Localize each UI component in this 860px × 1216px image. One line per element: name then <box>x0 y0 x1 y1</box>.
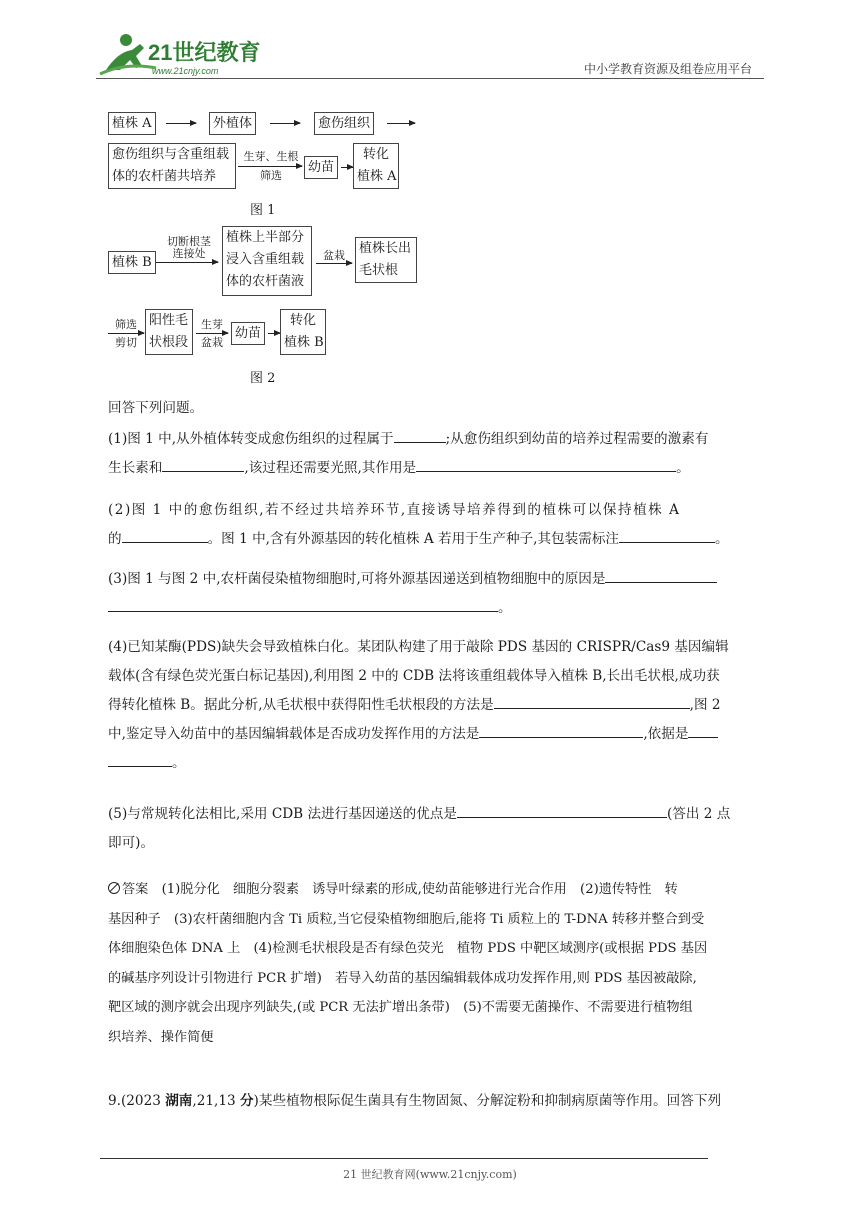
fig2-trans-line1: 转化 <box>289 313 316 328</box>
fig1-trans-line2: 植株 A <box>357 169 397 184</box>
platform-name: 中小学教育资源及组卷应用平台 <box>583 62 752 76</box>
site-logo <box>96 30 266 82</box>
fig2-box-seedling: 幼苗 <box>231 322 265 345</box>
question-3 <box>108 565 760 623</box>
q2-text-d: 。 <box>715 531 729 547</box>
fig2-box-plant-b: 植株 B <box>108 251 156 274</box>
q1-blank-2[interactable] <box>162 457 244 472</box>
question-4 <box>108 633 760 778</box>
question-1 <box>108 425 760 483</box>
fig2-soak-line3: 体的农杆菌液 <box>226 274 305 289</box>
q3-blank-1b[interactable] <box>108 597 498 612</box>
intro-text: 回答下列问题。 <box>108 400 204 416</box>
q2-blank-1[interactable] <box>122 528 208 543</box>
q5-text-c: 即可)。 <box>108 835 155 851</box>
q4-text-f: ,依据是 <box>643 726 689 742</box>
fig2-arrow-5 <box>268 333 280 334</box>
fig1-arrow-4 <box>238 166 302 167</box>
footer-text: 21 世纪教育网(www.21cnjy.com) <box>343 1168 517 1181</box>
fig2-arrow-1 <box>156 262 218 263</box>
q4-blank-2[interactable] <box>479 723 643 738</box>
fig1-box-plant-a: 植株 A <box>108 112 156 135</box>
fig2-arrow1-label-2: 连接处 <box>172 247 206 260</box>
logo-url: www.21cnjy.com <box>152 66 219 76</box>
fig2-box-hairy-root <box>355 237 417 283</box>
q9-mid: ,21,13 <box>192 1093 240 1109</box>
q3-blank-1a[interactable] <box>605 568 717 583</box>
fig1-arrow4-label-bottom: 筛选 <box>260 169 282 182</box>
q2-text-a: (2)图 1 中的愈伤组织,若不经过共培养环节,直接诱导培养得到的植株可以保持植株 A <box>108 502 681 518</box>
runner-logo-icon <box>96 30 266 82</box>
answer-line-2: 基因种子 (3)农杆菌细胞内含 Ti 质粒,当它侵染植物细胞后,能将 Ti 质粒上的 T-DNA 转移并整合到受 <box>108 911 705 927</box>
answer-line-3: 体细胞染色体 DNA 上 (4)检测毛状根段是否有绿色荧光 植物 PDS 中靶区域测序(或根据 PDS 基因 <box>108 941 708 956</box>
footer-divider <box>100 1158 708 1159</box>
q1-blank-3[interactable] <box>416 457 676 472</box>
fig1-arrow-5 <box>341 167 353 168</box>
fig1-trans-line1: 转化 <box>362 147 389 162</box>
fig1-caption: 图 1 <box>250 203 276 218</box>
fig1-arrow4-label-top: 生芽、生根 <box>243 150 299 163</box>
fig2-box-transformed-b <box>280 309 326 355</box>
logo-wordmark: 21世纪教育 <box>148 40 261 65</box>
answer-label: 答案 <box>122 882 149 897</box>
fig2-soak-line2: 浸入含重组载 <box>226 252 305 267</box>
question-9 <box>108 1087 760 1116</box>
q1-text-e: 。 <box>676 460 690 476</box>
fig1-cocult-line1: 愈伤组织与含重组载 <box>112 147 230 162</box>
q1-blank-1[interactable] <box>394 428 446 443</box>
q9-text: )某些植物根际促生菌具有生物固氮、分解淀粉和抑制病原菌等作用。回答下列 <box>253 1093 722 1109</box>
answer-block <box>108 875 760 1052</box>
fig2-caption: 图 2 <box>250 371 276 386</box>
q4-text-g: 。 <box>172 755 186 771</box>
q5-blank-1[interactable] <box>457 803 667 818</box>
q5-text-b: (答出 2 点 <box>666 806 731 822</box>
answer-line-4: 的碱基序列设计引物进行 PCR 扩增) 若导入幼苗的基因编辑载体成功发挥作用,则 PDS 基因被敲除, <box>108 970 697 986</box>
q3-text-a: (3)图 1 与图 2 中,农杆菌侵染植物细胞时,可将外源基因递送到植物细胞中的原因是 <box>108 571 606 587</box>
q4-blank-3a[interactable] <box>688 723 718 738</box>
fig2-arrow2-label: 盆栽 <box>323 249 345 262</box>
q5-text-a: (5)与常规转化法相比,采用 CDB 法进行基因递送的优点是 <box>108 806 457 822</box>
fig1-cocult-line2: 体的农杆菌共培养 <box>112 169 217 184</box>
q4-text-a: (4)已知某酶(PDS)缺失会导致植株白化。某团队构建了用于敲除 PDS 基因的 CRISPR/Cas9 基因编辑 <box>108 639 729 655</box>
fig2-hair-line2: 毛状根 <box>359 263 399 278</box>
fig2-soak-line1: 植株上半部分 <box>226 230 305 245</box>
fig2-box-soak <box>222 226 312 296</box>
fig1-box-explant: 外植体 <box>209 112 256 135</box>
q9-source: 湖南 <box>165 1093 193 1109</box>
q4-text-b: 载体(含有绿色荧光蛋白标记基因),利用图 2 中的 CDB 法将该重组载体导入植株 B,长出毛状根,成功获 <box>108 668 720 684</box>
question-2 <box>108 496 760 554</box>
q1-text-a: (1)图 1 中,从外植体转变成愈伤组织的过程属于 <box>108 431 394 447</box>
q4-text-d: ,图 2 <box>689 697 721 713</box>
q4-blank-3b[interactable] <box>108 752 172 767</box>
answer-line-6: 织培养、操作简便 <box>108 1029 214 1045</box>
fig2-box-positive-root <box>145 309 193 355</box>
fig2-arrow-4 <box>196 333 228 334</box>
q2-blank-2[interactable] <box>619 528 715 543</box>
answer-line-1: (1)脱分化 细胞分裂素 诱导叶绿素的形成,使幼苗能够进行光合作用 (2)遗传特性 转 <box>161 882 678 897</box>
fig1-arrow-1 <box>166 123 196 124</box>
q3-text-b: 。 <box>498 600 512 616</box>
q2-text-b: 的 <box>108 531 122 547</box>
question-5 <box>108 800 760 858</box>
fig1-box-seedling: 幼苗 <box>304 156 338 179</box>
q9-prefix: 9.(2023 <box>108 1093 166 1109</box>
fig2-arrow3-label-bottom: 剪切 <box>115 336 137 349</box>
q4-text-e: 中,鉴定导入幼苗中的基因编辑载体是否成功发挥作用的方法是 <box>108 726 480 742</box>
fig1-box-transformed-a <box>353 143 399 189</box>
q9-score: 分 <box>239 1093 254 1109</box>
fig2-hair-line1: 植株长出 <box>359 241 412 256</box>
fig2-arrow3-label-top: 筛选 <box>115 318 137 331</box>
fig2-arrow4-label-bottom: 盆栽 <box>201 336 223 349</box>
header-divider <box>96 78 764 79</box>
q2-text-c: 。图 1 中,含有外源基因的转化植株 A 若用于生产种子,其包装需标注 <box>207 531 620 547</box>
answer-line-5: 靶区域的测序就会出现序列缺失,(或 PCR 无法扩增出条带) (5)不需要无菌操作、不需要进行植物组 <box>108 1000 693 1015</box>
q1-text-c: 生长素和 <box>108 460 163 476</box>
q1-text-d: ,该过程还需要光照,其作用是 <box>244 460 417 476</box>
fig2-trans-line2: 植株 B <box>284 335 324 350</box>
fig2-pos-line2: 状根段 <box>149 335 189 350</box>
q1-text-b: ;从愈伤组织到幼苗的培养过程需要的激素有 <box>445 431 709 447</box>
fig2-arrow4-label-top: 生芽 <box>201 318 223 331</box>
fig1-box-cocultivation <box>108 143 236 189</box>
fig2-arrow-2 <box>316 263 352 264</box>
fig1-arrow-2 <box>270 123 300 124</box>
fig2-arrow-3 <box>108 333 144 334</box>
fig2-pos-line1: 阳性毛 <box>149 313 189 328</box>
q4-blank-1[interactable] <box>494 694 690 709</box>
fig1-box-callus: 愈伤组织 <box>314 112 374 135</box>
fig1-arrow-3 <box>387 123 415 124</box>
answer-mark-icon <box>108 882 120 894</box>
q4-text-c: 得转化植株 B。据此分析,从毛状根中获得阳性毛状根段的方法是 <box>108 697 494 713</box>
fig2-arrow1-label-1: 切断根茎 <box>167 235 211 248</box>
